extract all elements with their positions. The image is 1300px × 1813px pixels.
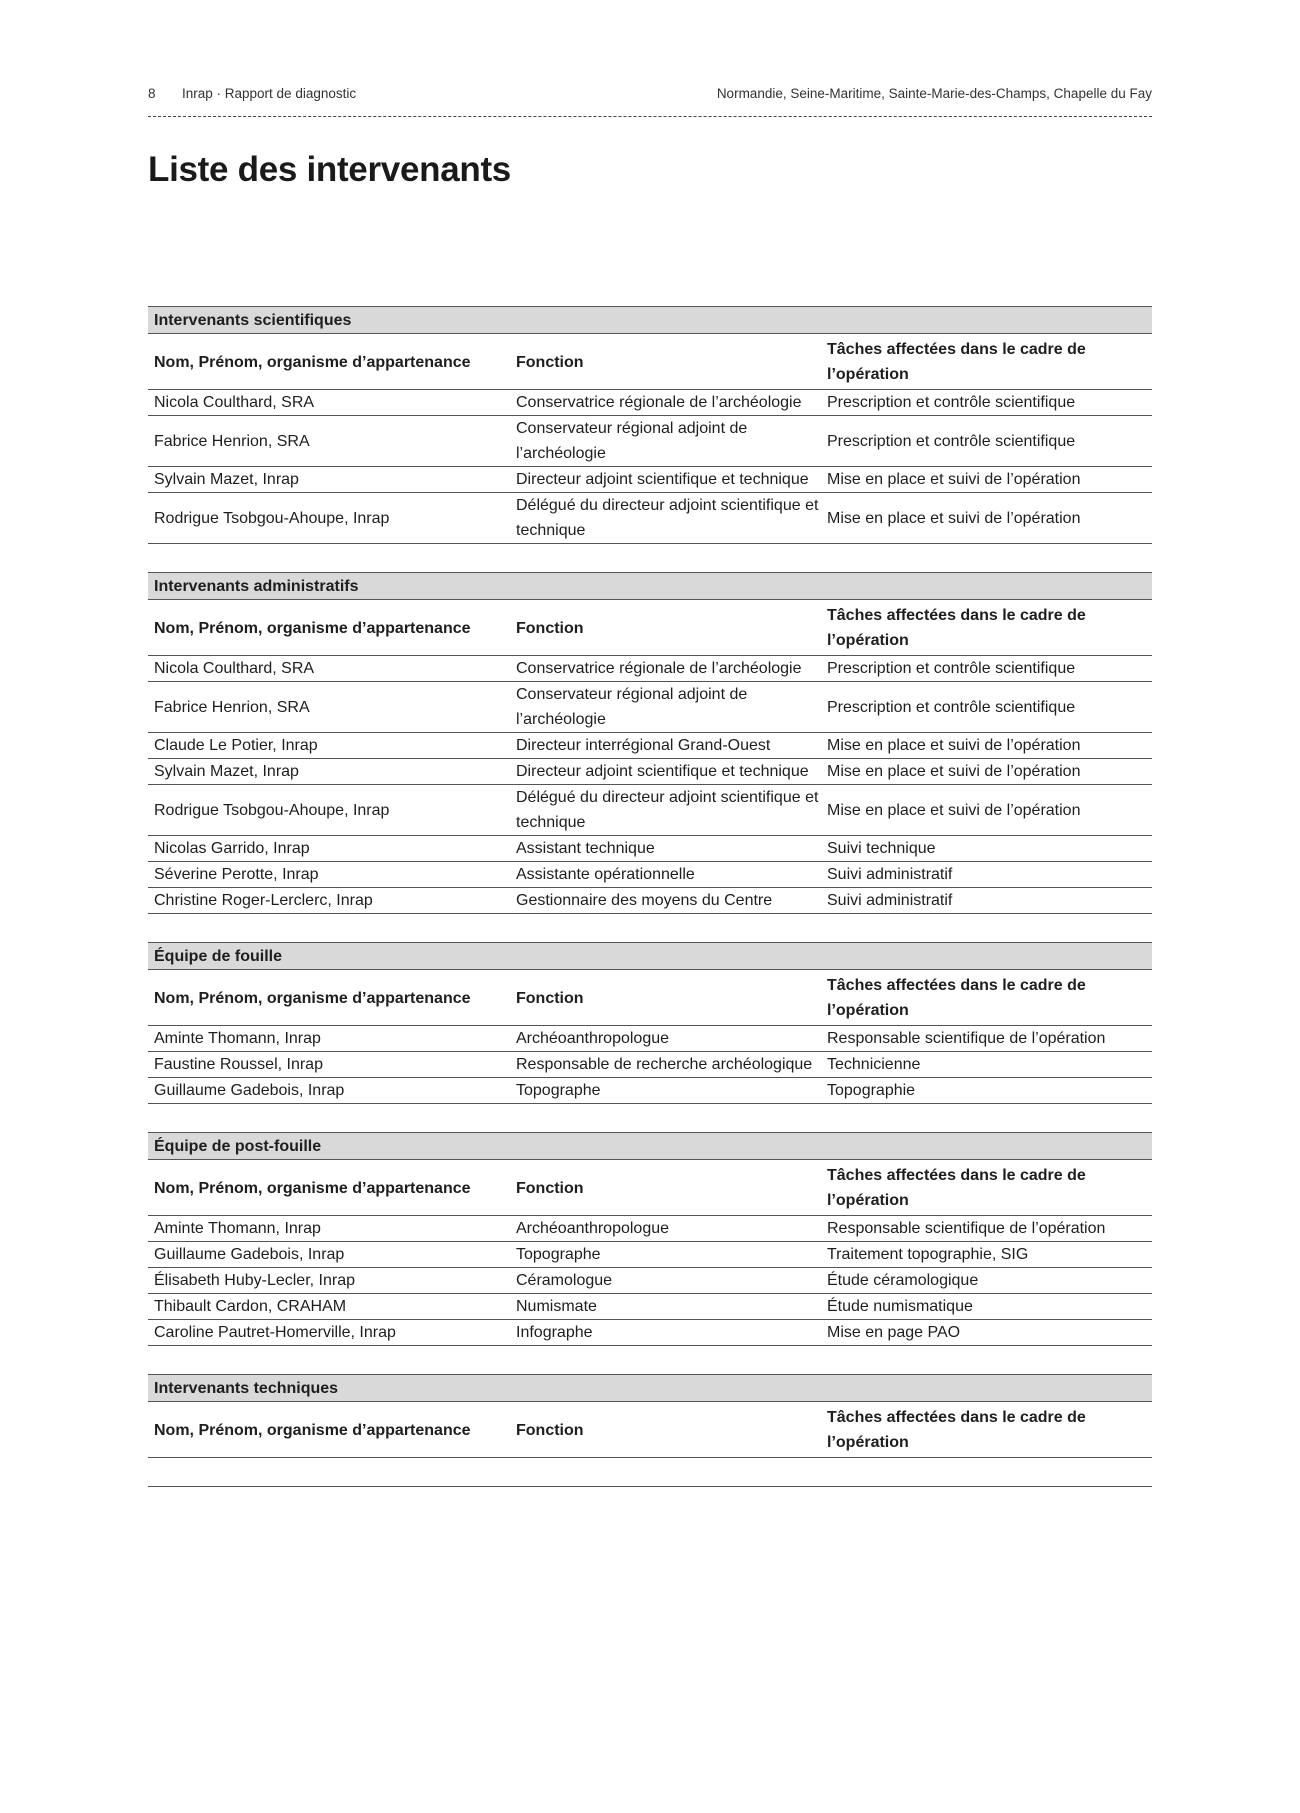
- table-row: [148, 733, 1152, 759]
- cell-name: Thibault Cardon, CRAHAM: [154, 1298, 347, 1315]
- table-row: [148, 1294, 1152, 1320]
- table-row: [148, 682, 1152, 733]
- cell-function: Directeur adjoint scientifique et technique: [516, 763, 809, 780]
- cell-name: Aminte Thomann, Inrap: [154, 1030, 321, 1047]
- page-number: 8: [148, 86, 156, 101]
- section-title: Intervenants techniques: [148, 1374, 1152, 1402]
- column-header-tasks: Tâches affectées dans le cadre de l’opération: [827, 1409, 1086, 1451]
- table-row: [148, 656, 1152, 682]
- cell-function: Numismate: [516, 1298, 597, 1315]
- cell-function: Gestionnaire des moyens du Centre: [516, 892, 773, 909]
- cell-tasks: Traitement topographie, SIG: [827, 1246, 1029, 1263]
- cell-function: Responsable de recherche archéologique: [516, 1056, 813, 1073]
- cell-tasks: Étude céramologique: [827, 1272, 979, 1289]
- table-header-row: [148, 334, 1152, 390]
- table-header-row: [148, 1402, 1152, 1458]
- cell-name: Guillaume Gadebois, Inrap: [154, 1082, 345, 1099]
- cell-tasks: Prescription et contrôle scientifique: [827, 698, 1076, 716]
- cell-function: Topographe: [516, 1082, 601, 1099]
- table-row: [148, 416, 1152, 467]
- table-row: [148, 1026, 1152, 1052]
- column-header-name: Nom, Prénom, organisme d’appartenance: [154, 353, 471, 371]
- column-header-function: Fonction: [516, 619, 584, 637]
- cell-tasks: Mise en place et suivi de l’opération: [827, 471, 1081, 488]
- cell-name: Rodrigue Tsobgou-Ahoupe, Inrap: [154, 801, 390, 819]
- column-header-function: Fonction: [516, 989, 584, 1007]
- cell-name: Nicola Coulthard, SRA: [154, 660, 315, 677]
- cell-tasks: Responsable scientifique de l’opération: [827, 1220, 1106, 1237]
- section-title: Équipe de fouille: [148, 942, 1152, 970]
- table-row: [148, 1078, 1152, 1104]
- section-table: [148, 1132, 1152, 1346]
- section-table: [148, 306, 1152, 544]
- cell-tasks: Mise en place et suivi de l’opération: [827, 509, 1081, 527]
- cell-tasks: Suivi administratif: [827, 866, 953, 883]
- cell-name: Élisabeth Huby-Lecler, Inrap: [154, 1272, 355, 1289]
- table-row: [148, 785, 1152, 836]
- column-header-tasks: Tâches affectées dans le cadre de l’opération: [827, 607, 1086, 649]
- cell-name: Claude Le Potier, Inrap: [154, 737, 318, 754]
- cell-function: Topographe: [516, 1246, 601, 1263]
- section-title: Intervenants administratifs: [148, 572, 1152, 600]
- header-rule: [148, 116, 1152, 117]
- table-header-row: [148, 1160, 1152, 1216]
- cell-name: Fabrice Henrion, SRA: [154, 432, 310, 450]
- cell-tasks: Prescription et contrôle scientifique: [827, 660, 1076, 677]
- cell-function: Infographe: [516, 1324, 593, 1341]
- cell-function: Archéoanthropologue: [516, 1030, 670, 1047]
- cell-name: Nicola Coulthard, SRA: [154, 394, 315, 411]
- page-title: Liste des intervenants: [148, 150, 511, 189]
- column-header-tasks: Tâches affectées dans le cadre de l’opération: [827, 341, 1086, 383]
- table-row-empty: [148, 1458, 1152, 1487]
- cell-function: Conservateur régional adjoint de l’archéologie: [516, 420, 748, 462]
- cell-function: Directeur interrégional Grand-Ouest: [516, 737, 771, 754]
- table-row: [148, 862, 1152, 888]
- table-row: [148, 1216, 1152, 1242]
- cell-function: Délégué du directeur adjoint scientifique et technique: [516, 789, 819, 831]
- cell-tasks: Technicienne: [827, 1056, 921, 1073]
- cell-tasks: Mise en place et suivi de l’opération: [827, 737, 1081, 754]
- cell-name: Nicolas Garrido, Inrap: [154, 840, 310, 857]
- cell-tasks: Suivi technique: [827, 840, 936, 857]
- table-row: [148, 1268, 1152, 1294]
- column-header-function: Fonction: [516, 353, 584, 371]
- section-table: [148, 942, 1152, 1104]
- intervenants-tables: [148, 306, 1152, 1515]
- cell-function: Archéoanthropologue: [516, 1220, 670, 1237]
- section-table: [148, 1374, 1152, 1487]
- cell-name: Guillaume Gadebois, Inrap: [154, 1246, 345, 1263]
- column-header-name: Nom, Prénom, organisme d’appartenance: [154, 619, 471, 637]
- cell-tasks: Mise en place et suivi de l’opération: [827, 763, 1081, 780]
- cell-name: Sylvain Mazet, Inrap: [154, 763, 299, 780]
- cell-name: Caroline Pautret-Homerville, Inrap: [154, 1324, 396, 1341]
- column-header-function: Fonction: [516, 1179, 584, 1197]
- column-header-name: Nom, Prénom, organisme d’appartenance: [154, 1179, 471, 1197]
- table-row: [148, 493, 1152, 544]
- cell-name: Aminte Thomann, Inrap: [154, 1220, 321, 1237]
- cell-tasks: Mise en place et suivi de l’opération: [827, 801, 1081, 819]
- table-row: [148, 888, 1152, 914]
- cell-name: Fabrice Henrion, SRA: [154, 698, 310, 716]
- cell-tasks: Prescription et contrôle scientifique: [827, 432, 1076, 450]
- table-header-row: [148, 600, 1152, 656]
- cell-name: Christine Roger-Lerclerc, Inrap: [154, 892, 373, 909]
- column-header-tasks: Tâches affectées dans le cadre de l’opération: [827, 977, 1086, 1019]
- cell-function: Délégué du directeur adjoint scientifique et technique: [516, 497, 819, 539]
- cell-tasks: Responsable scientifique de l’opération: [827, 1030, 1106, 1047]
- table-row: [148, 759, 1152, 785]
- column-header-name: Nom, Prénom, organisme d’appartenance: [154, 989, 471, 1007]
- cell-function: Conservatrice régionale de l’archéologie: [516, 660, 802, 677]
- cell-name: Séverine Perotte, Inrap: [154, 866, 319, 883]
- table-header-row: [148, 970, 1152, 1026]
- running-header: [148, 84, 1152, 104]
- table-row: [148, 1320, 1152, 1346]
- location-label: Normandie, Seine-Maritime, Sainte-Marie-des-Champs, Chapelle du Fay: [716, 86, 1152, 101]
- cell-name: Sylvain Mazet, Inrap: [154, 471, 299, 488]
- table-row: [148, 836, 1152, 862]
- cell-name: Rodrigue Tsobgou-Ahoupe, Inrap: [154, 509, 390, 527]
- section-table: [148, 572, 1152, 914]
- cell-tasks: Mise en page PAO: [827, 1324, 961, 1341]
- cell-function: Conservateur régional adjoint de l’archéologie: [516, 686, 748, 728]
- cell-function: Conservatrice régionale de l’archéologie: [516, 394, 802, 411]
- cell-tasks: Prescription et contrôle scientifique: [827, 394, 1076, 411]
- cell-function: Céramologue: [516, 1272, 613, 1289]
- table-row: [148, 390, 1152, 416]
- cell-name: Faustine Roussel, Inrap: [154, 1056, 323, 1073]
- cell-function: Assistante opérationnelle: [516, 866, 695, 883]
- cell-tasks: Topographie: [827, 1082, 916, 1099]
- table-row: [148, 1052, 1152, 1078]
- report-label: Inrap · Rapport de diagnostic: [182, 86, 357, 101]
- cell-tasks: Suivi administratif: [827, 892, 953, 909]
- table-row: [148, 1242, 1152, 1268]
- cell-function: Directeur adjoint scientifique et technique: [516, 471, 809, 488]
- section-title: Intervenants scientifiques: [148, 306, 1152, 334]
- section-title: Équipe de post-fouille: [148, 1132, 1152, 1160]
- table-row: [148, 467, 1152, 493]
- cell-tasks: Étude numismatique: [827, 1298, 973, 1315]
- column-header-function: Fonction: [516, 1421, 584, 1439]
- cell-function: Assistant technique: [516, 840, 655, 857]
- column-header-tasks: Tâches affectées dans le cadre de l’opération: [827, 1167, 1086, 1209]
- column-header-name: Nom, Prénom, organisme d’appartenance: [154, 1421, 471, 1439]
